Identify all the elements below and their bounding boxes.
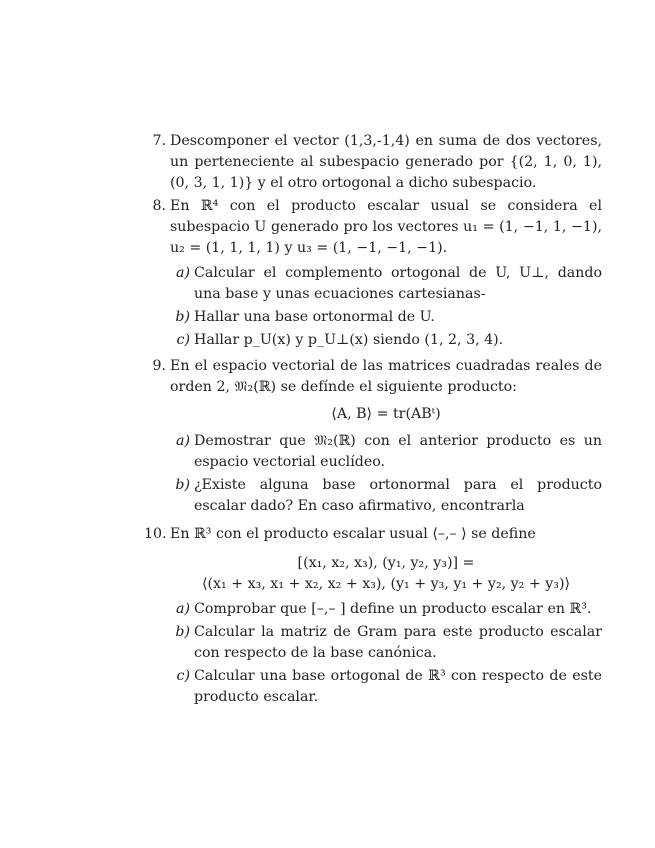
problem-8 bbox=[144, 196, 602, 351]
subpart-b bbox=[170, 475, 602, 517]
subpart-text: Hallar una base ortonormal de U. bbox=[194, 309, 435, 325]
problem-9 bbox=[144, 356, 602, 517]
subpart-c bbox=[170, 666, 602, 708]
subpart-a bbox=[170, 263, 602, 305]
subpart-a bbox=[170, 599, 602, 620]
equation-line-2: ⟨(x₁ + x₃, x₁ + x₂, x₂ + x₃), (y₁ + y₃, y₁ + y₂, y₂ + y₃)⟩ bbox=[201, 576, 571, 592]
problem-text: Descomponer el vector (1,3,-1,4) en suma de dos vectores, un perteneciente al subespacio generado por {(2, 1, 0, 1), (0, 3, 1, 1)} y el otro ortogonal a dicho subespacio. bbox=[170, 133, 602, 191]
subpart-a bbox=[170, 431, 602, 473]
subpart-text: ¿Existe alguna base ortonormal para el producto escalar dado? En caso afirmativo, encontrarla bbox=[194, 477, 602, 514]
subpart-c bbox=[170, 330, 602, 351]
problem-number: 10. bbox=[144, 526, 167, 542]
problem-number: 9. bbox=[152, 358, 166, 374]
subpart-label: b) bbox=[175, 309, 190, 325]
equation: ⟨A, B⟩ = tr(ABᵗ) bbox=[331, 406, 441, 422]
problem-text: En ℝ⁴ con el producto escalar usual se considera el subespacio U generado pro los vectores u₁ = (1, −1, 1, −1), u₂ = (1, 1, 1, 1) y u₃ = (1, −1, −1, −1). bbox=[170, 198, 602, 256]
problem-text: En el espacio vectorial de las matrices cuadradas reales de orden 2, 𝔐₂(ℝ) se defínde el siguiente producto: bbox=[170, 358, 602, 395]
problem-10 bbox=[144, 524, 602, 708]
problem-number: 7. bbox=[152, 133, 166, 149]
subpart-label: a) bbox=[176, 433, 190, 449]
subpart-label: c) bbox=[176, 332, 190, 348]
subpart-text: Calcular el complemento ortogonal de U, U⊥, dando una base y unas ecuaciones cartesianas- bbox=[194, 265, 602, 302]
problem-text: En ℝ³ con el producto escalar usual ⟨–,– ⟩ se define bbox=[170, 526, 536, 542]
subpart-text: Comprobar que [–,– ] define un producto escalar en ℝ³. bbox=[194, 601, 592, 617]
subpart-label: a) bbox=[176, 601, 190, 617]
subpart-label: b) bbox=[175, 624, 190, 640]
problem-7 bbox=[144, 131, 602, 194]
subpart-text: Hallar p_U(x) y p_U⊥(x) siendo (1, 2, 3, 4). bbox=[194, 332, 504, 348]
subpart-label: a) bbox=[176, 265, 190, 281]
subpart-text: Calcular la matriz de Gram para este producto escalar con respecto de la base canónica. bbox=[194, 624, 602, 661]
subpart-label: c) bbox=[176, 668, 190, 684]
subpart-b bbox=[170, 307, 602, 328]
subpart-text: Demostrar que 𝔐₂(ℝ) con el anterior producto es un espacio vectorial euclídeo. bbox=[194, 433, 602, 470]
subpart-label: b) bbox=[175, 477, 190, 493]
equation-line-1: [(x₁, x₂, x₃), (y₁, y₂, y₃)] = bbox=[297, 555, 475, 571]
problem-number: 8. bbox=[152, 198, 166, 214]
subpart-b bbox=[170, 622, 602, 664]
subpart-text: Calcular una base ortogonal de ℝ³ con respecto de este producto escalar. bbox=[194, 668, 602, 705]
